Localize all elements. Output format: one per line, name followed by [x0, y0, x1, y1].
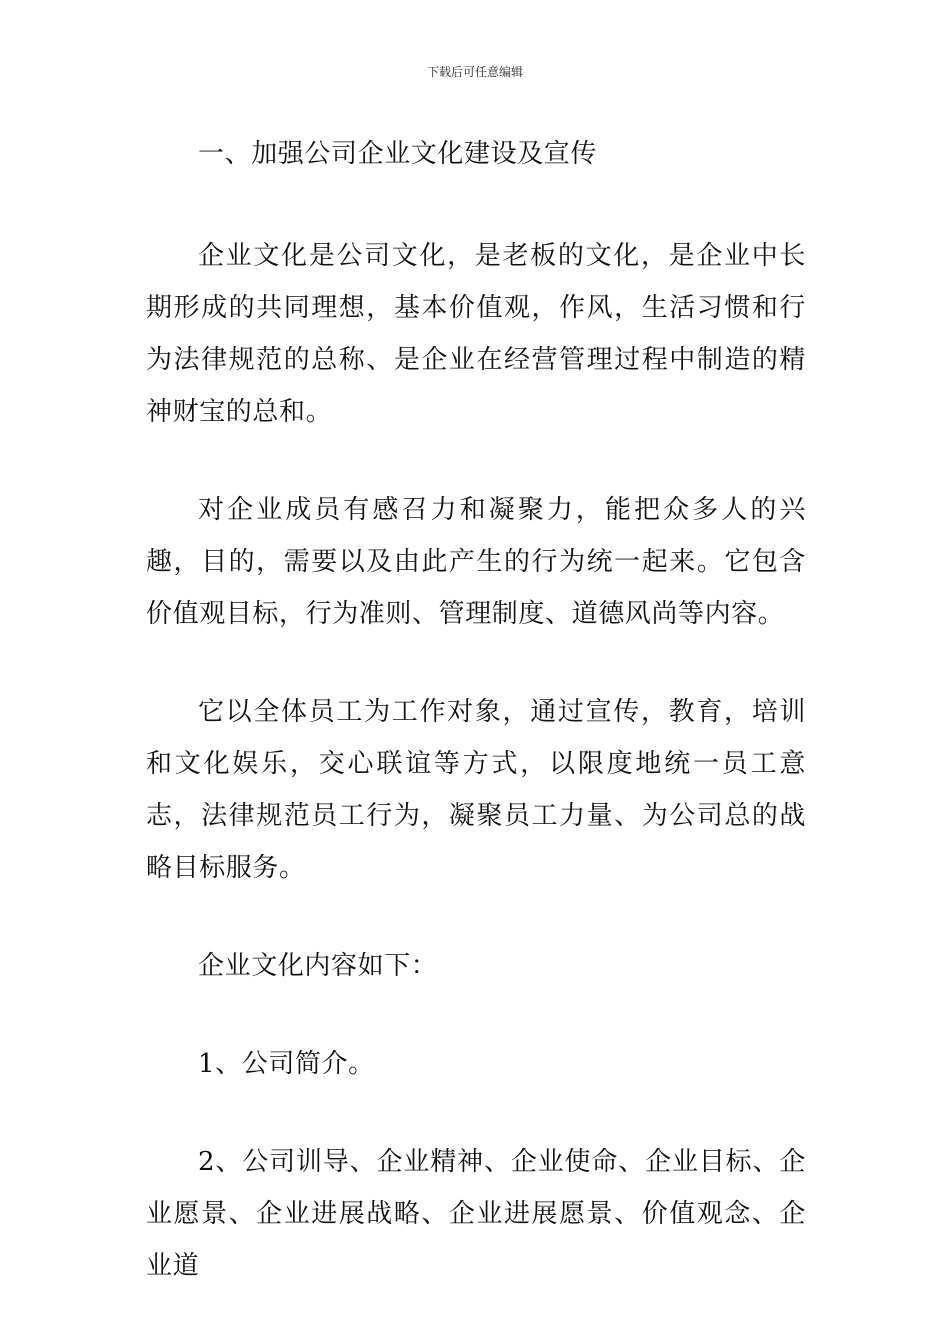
paragraph-content-intro: 企业文化内容如下：	[198, 951, 438, 981]
paragraph-definition: 企业文化是公司文化，是老板的文化，是企业中长期形成的共同理想，基本价值观，作风，生活习惯和行为法律规范的总称、是企业在经营管理过程中制造的精神财宝的总和。	[146, 241, 806, 427]
paragraph-methods: 它以全体员工为工作对象，通过宣传，教育，培训和文化娱乐，交心联谊等方式，以限度地统一员工意志，法律规范员工行为，凝聚员工力量、为公司总的战略目标服务。	[146, 697, 806, 883]
list-item-company-motto: 2、公司训导、企业精神、企业使命、企业目标、企业愿景、企业进展战略、企业进展愿景、价值观念、企业道	[146, 1147, 806, 1281]
paragraph-cohesion: 对企业成员有感召力和凝聚力，能把众多人的兴趣，目的，需要以及由此产生的行为统一起来。它包含价值观目标，行为准则、管理制度、道德风尚等内容。	[146, 495, 806, 629]
page-header-note: 下载后可任意编辑	[426, 65, 523, 79]
list-item-company-intro: 1、公司简介。	[198, 1049, 375, 1079]
document-body	[146, 128, 806, 1338]
section-heading: 一、加强公司企业文化建设及宣传	[198, 139, 598, 169]
